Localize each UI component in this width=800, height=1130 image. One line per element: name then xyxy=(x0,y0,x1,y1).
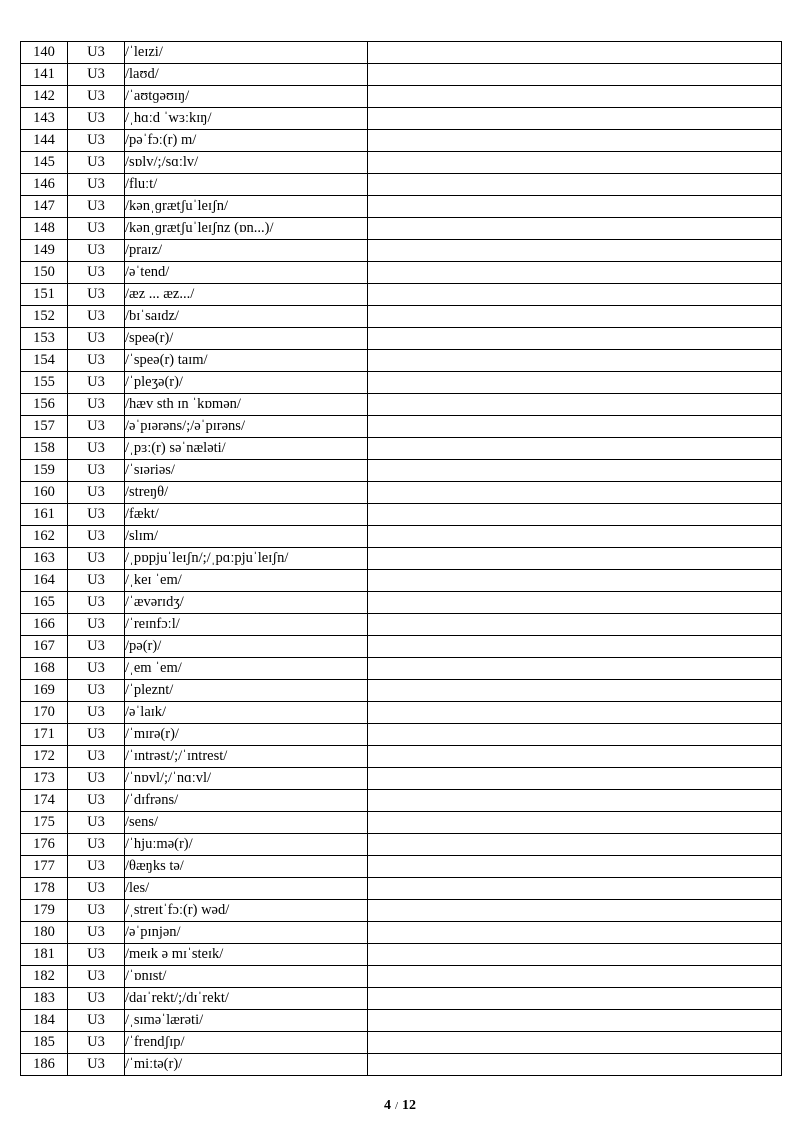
unit-cell: U3 xyxy=(68,680,125,702)
unit-cell: U3 xyxy=(68,64,125,86)
unit-cell: U3 xyxy=(68,812,125,834)
phonetic-cell: /praɪz/ xyxy=(125,240,368,262)
phonetic-cell: /əˈlaɪk/ xyxy=(125,702,368,724)
unit-cell: U3 xyxy=(68,328,125,350)
unit-cell: U3 xyxy=(68,900,125,922)
phonetic-cell: /sɒlv/;/sɑːlv/ xyxy=(125,152,368,174)
notes-cell xyxy=(368,768,782,790)
unit-cell: U3 xyxy=(68,548,125,570)
row-number-cell: 148 xyxy=(21,218,68,240)
table-row xyxy=(21,636,782,658)
notes-cell xyxy=(368,988,782,1010)
unit-cell: U3 xyxy=(68,438,125,460)
row-number-cell: 146 xyxy=(21,174,68,196)
notes-cell xyxy=(368,262,782,284)
table-row xyxy=(21,680,782,702)
unit-cell: U3 xyxy=(68,416,125,438)
row-number-cell: 147 xyxy=(21,196,68,218)
table-row xyxy=(21,746,782,768)
table-row xyxy=(21,350,782,372)
row-number-cell: 180 xyxy=(21,922,68,944)
notes-cell xyxy=(368,438,782,460)
phonetic-cell: /streŋθ/ xyxy=(125,482,368,504)
table-row xyxy=(21,416,782,438)
vocabulary-table xyxy=(20,41,782,1076)
unit-cell: U3 xyxy=(68,592,125,614)
notes-cell xyxy=(368,614,782,636)
row-number-cell: 158 xyxy=(21,438,68,460)
phonetic-cell: /ˈreɪnfɔːl/ xyxy=(125,614,368,636)
table-row xyxy=(21,592,782,614)
table-row xyxy=(21,174,782,196)
notes-cell xyxy=(368,64,782,86)
unit-cell: U3 xyxy=(68,1032,125,1054)
notes-cell xyxy=(368,636,782,658)
notes-cell xyxy=(368,108,782,130)
table-row xyxy=(21,438,782,460)
unit-cell: U3 xyxy=(68,834,125,856)
table-row xyxy=(21,196,782,218)
unit-cell: U3 xyxy=(68,636,125,658)
table-row xyxy=(21,702,782,724)
notes-cell xyxy=(368,746,782,768)
table-row xyxy=(21,922,782,944)
table-row xyxy=(21,1032,782,1054)
table-row xyxy=(21,306,782,328)
table-row xyxy=(21,240,782,262)
page-separator: / xyxy=(394,1100,399,1112)
notes-cell xyxy=(368,526,782,548)
row-number-cell: 182 xyxy=(21,966,68,988)
table-row xyxy=(21,768,782,790)
unit-cell: U3 xyxy=(68,504,125,526)
unit-cell: U3 xyxy=(68,526,125,548)
row-number-cell: 159 xyxy=(21,460,68,482)
row-number-cell: 153 xyxy=(21,328,68,350)
phonetic-cell: /speə(r)/ xyxy=(125,328,368,350)
notes-cell xyxy=(368,878,782,900)
row-number-cell: 177 xyxy=(21,856,68,878)
notes-cell xyxy=(368,350,782,372)
phonetic-cell: /laʊd/ xyxy=(125,64,368,86)
phonetic-cell: /ˈsɪəriəs/ xyxy=(125,460,368,482)
notes-cell xyxy=(368,416,782,438)
row-number-cell: 163 xyxy=(21,548,68,570)
unit-cell: U3 xyxy=(68,218,125,240)
unit-cell: U3 xyxy=(68,724,125,746)
unit-cell: U3 xyxy=(68,658,125,680)
table-row xyxy=(21,152,782,174)
unit-cell: U3 xyxy=(68,42,125,64)
unit-cell: U3 xyxy=(68,394,125,416)
row-number-cell: 181 xyxy=(21,944,68,966)
notes-cell xyxy=(368,724,782,746)
phonetic-cell: /æz ... æz.../ xyxy=(125,284,368,306)
notes-cell xyxy=(368,900,782,922)
row-number-cell: 167 xyxy=(21,636,68,658)
unit-cell: U3 xyxy=(68,482,125,504)
row-number-cell: 157 xyxy=(21,416,68,438)
phonetic-cell: /sens/ xyxy=(125,812,368,834)
phonetic-cell: /slɪm/ xyxy=(125,526,368,548)
phonetic-cell: /hæv sth ɪn ˈkɒmən/ xyxy=(125,394,368,416)
row-number-cell: 160 xyxy=(21,482,68,504)
unit-cell: U3 xyxy=(68,130,125,152)
row-number-cell: 161 xyxy=(21,504,68,526)
phonetic-cell: /ˈnɒvl/;/ˈnɑːvl/ xyxy=(125,768,368,790)
notes-cell xyxy=(368,482,782,504)
table-row xyxy=(21,900,782,922)
unit-cell: U3 xyxy=(68,856,125,878)
row-number-cell: 179 xyxy=(21,900,68,922)
unit-cell: U3 xyxy=(68,350,125,372)
phonetic-cell: /θæŋks tə/ xyxy=(125,856,368,878)
table-row xyxy=(21,570,782,592)
row-number-cell: 166 xyxy=(21,614,68,636)
notes-cell xyxy=(368,196,782,218)
unit-cell: U3 xyxy=(68,790,125,812)
unit-cell: U3 xyxy=(68,174,125,196)
row-number-cell: 141 xyxy=(21,64,68,86)
unit-cell: U3 xyxy=(68,262,125,284)
unit-cell: U3 xyxy=(68,878,125,900)
phonetic-cell: /ˌem ˈem/ xyxy=(125,658,368,680)
notes-cell xyxy=(368,812,782,834)
notes-cell xyxy=(368,152,782,174)
phonetic-cell: /ˈspeə(r) taɪm/ xyxy=(125,350,368,372)
table-row xyxy=(21,328,782,350)
unit-cell: U3 xyxy=(68,570,125,592)
row-number-cell: 178 xyxy=(21,878,68,900)
phonetic-cell: /ˈɪntrəst/;/ˈɪntrest/ xyxy=(125,746,368,768)
row-number-cell: 174 xyxy=(21,790,68,812)
notes-cell xyxy=(368,966,782,988)
notes-cell xyxy=(368,328,782,350)
notes-cell xyxy=(368,1010,782,1032)
notes-cell xyxy=(368,372,782,394)
unit-cell: U3 xyxy=(68,108,125,130)
table-row xyxy=(21,86,782,108)
row-number-cell: 184 xyxy=(21,1010,68,1032)
notes-cell xyxy=(368,592,782,614)
phonetic-cell: /ˌstreɪtˈfɔː(r) wəd/ xyxy=(125,900,368,922)
row-number-cell: 156 xyxy=(21,394,68,416)
notes-cell xyxy=(368,42,782,64)
notes-cell xyxy=(368,790,782,812)
notes-cell xyxy=(368,702,782,724)
phonetic-cell: /ˌsɪməˈlærəti/ xyxy=(125,1010,368,1032)
phonetic-cell: /pə(r)/ xyxy=(125,636,368,658)
unit-cell: U3 xyxy=(68,306,125,328)
page-number: 4 xyxy=(383,1098,391,1113)
unit-cell: U3 xyxy=(68,1054,125,1076)
phonetic-cell: /les/ xyxy=(125,878,368,900)
row-number-cell: 169 xyxy=(21,680,68,702)
notes-cell xyxy=(368,944,782,966)
table-row xyxy=(21,526,782,548)
notes-cell xyxy=(368,174,782,196)
notes-cell xyxy=(368,218,782,240)
notes-cell xyxy=(368,570,782,592)
unit-cell: U3 xyxy=(68,284,125,306)
row-number-cell: 185 xyxy=(21,1032,68,1054)
table-row xyxy=(21,460,782,482)
notes-cell xyxy=(368,1054,782,1076)
phonetic-cell: /bɪˈsaɪdz/ xyxy=(125,306,368,328)
table-row xyxy=(21,988,782,1010)
table-row xyxy=(21,262,782,284)
phonetic-cell: /ˌpɒpjuˈleɪʃn/;/ˌpɑːpjuˈleɪʃn/ xyxy=(125,548,368,570)
table-row xyxy=(21,548,782,570)
unit-cell: U3 xyxy=(68,372,125,394)
phonetic-cell: /ˈdɪfrəns/ xyxy=(125,790,368,812)
phonetic-cell: /əˈpɪnjən/ xyxy=(125,922,368,944)
phonetic-cell: /ˈaʊtɡəʊɪŋ/ xyxy=(125,86,368,108)
table-row xyxy=(21,394,782,416)
row-number-cell: 186 xyxy=(21,1054,68,1076)
table-row xyxy=(21,1054,782,1076)
phonetic-cell: /ˈɒnɪst/ xyxy=(125,966,368,988)
phonetic-cell: /kənˌɡrætʃuˈleɪʃn/ xyxy=(125,196,368,218)
notes-cell xyxy=(368,460,782,482)
row-number-cell: 168 xyxy=(21,658,68,680)
unit-cell: U3 xyxy=(68,944,125,966)
phonetic-cell: /ˈleɪzi/ xyxy=(125,42,368,64)
row-number-cell: 143 xyxy=(21,108,68,130)
unit-cell: U3 xyxy=(68,152,125,174)
row-number-cell: 162 xyxy=(21,526,68,548)
phonetic-cell: /pəˈfɔː(r) m/ xyxy=(125,130,368,152)
row-number-cell: 183 xyxy=(21,988,68,1010)
unit-cell: U3 xyxy=(68,966,125,988)
phonetic-cell: /daɪˈrekt/;/dɪˈrekt/ xyxy=(125,988,368,1010)
unit-cell: U3 xyxy=(68,1010,125,1032)
notes-cell xyxy=(368,834,782,856)
phonetic-cell: /ˈpleznt/ xyxy=(125,680,368,702)
phonetic-cell: /meɪk ə mɪˈsteɪk/ xyxy=(125,944,368,966)
vocabulary-table-body xyxy=(21,42,782,1076)
table-row xyxy=(21,812,782,834)
row-number-cell: 172 xyxy=(21,746,68,768)
unit-cell: U3 xyxy=(68,460,125,482)
phonetic-cell: /fækt/ xyxy=(125,504,368,526)
row-number-cell: 149 xyxy=(21,240,68,262)
table-row xyxy=(21,944,782,966)
table-row xyxy=(21,834,782,856)
row-number-cell: 150 xyxy=(21,262,68,284)
phonetic-cell: /əˈpɪərəns/;/əˈpɪrəns/ xyxy=(125,416,368,438)
unit-cell: U3 xyxy=(68,922,125,944)
table-row xyxy=(21,856,782,878)
row-number-cell: 165 xyxy=(21,592,68,614)
unit-cell: U3 xyxy=(68,240,125,262)
phonetic-cell: /ˌkeɪ ˈem/ xyxy=(125,570,368,592)
table-row xyxy=(21,614,782,636)
table-row xyxy=(21,504,782,526)
unit-cell: U3 xyxy=(68,196,125,218)
table-row xyxy=(21,130,782,152)
notes-cell xyxy=(368,86,782,108)
notes-cell xyxy=(368,856,782,878)
notes-cell xyxy=(368,680,782,702)
unit-cell: U3 xyxy=(68,614,125,636)
notes-cell xyxy=(368,394,782,416)
table-row xyxy=(21,724,782,746)
notes-cell xyxy=(368,504,782,526)
phonetic-cell: /ˈmɪrə(r)/ xyxy=(125,724,368,746)
row-number-cell: 176 xyxy=(21,834,68,856)
notes-cell xyxy=(368,306,782,328)
phonetic-cell: /ˈævərɪdʒ/ xyxy=(125,592,368,614)
row-number-cell: 155 xyxy=(21,372,68,394)
table-row xyxy=(21,878,782,900)
table-row xyxy=(21,108,782,130)
row-number-cell: 142 xyxy=(21,86,68,108)
row-number-cell: 175 xyxy=(21,812,68,834)
table-row xyxy=(21,1010,782,1032)
notes-cell xyxy=(368,240,782,262)
phonetic-cell: /ˈpleʒə(r)/ xyxy=(125,372,368,394)
table-row xyxy=(21,372,782,394)
unit-cell: U3 xyxy=(68,702,125,724)
unit-cell: U3 xyxy=(68,746,125,768)
phonetic-cell: /ˈfrendʃɪp/ xyxy=(125,1032,368,1054)
row-number-cell: 171 xyxy=(21,724,68,746)
table-row xyxy=(21,482,782,504)
notes-cell xyxy=(368,548,782,570)
row-number-cell: 164 xyxy=(21,570,68,592)
phonetic-cell: /ˌpɜː(r) səˈnæləti/ xyxy=(125,438,368,460)
notes-cell xyxy=(368,284,782,306)
table-row xyxy=(21,658,782,680)
row-number-cell: 144 xyxy=(21,130,68,152)
notes-cell xyxy=(368,1032,782,1054)
unit-cell: U3 xyxy=(68,768,125,790)
notes-cell xyxy=(368,922,782,944)
page-footer xyxy=(0,1098,800,1114)
page-total: 12 xyxy=(402,1098,417,1113)
table-row xyxy=(21,966,782,988)
table-row xyxy=(21,42,782,64)
phonetic-cell: /əˈtend/ xyxy=(125,262,368,284)
row-number-cell: 152 xyxy=(21,306,68,328)
phonetic-cell: /fluːt/ xyxy=(125,174,368,196)
phonetic-cell: /ˈhjuːmə(r)/ xyxy=(125,834,368,856)
table-row xyxy=(21,218,782,240)
notes-cell xyxy=(368,658,782,680)
unit-cell: U3 xyxy=(68,86,125,108)
table-row xyxy=(21,64,782,86)
row-number-cell: 145 xyxy=(21,152,68,174)
notes-cell xyxy=(368,130,782,152)
phonetic-cell: /ˌhɑːd ˈwɜːkɪŋ/ xyxy=(125,108,368,130)
phonetic-cell: /kənˌɡrætʃuˈleɪʃnz (ɒn...)/ xyxy=(125,218,368,240)
table-row xyxy=(21,284,782,306)
phonetic-cell: /ˈmiːtə(r)/ xyxy=(125,1054,368,1076)
row-number-cell: 173 xyxy=(21,768,68,790)
row-number-cell: 151 xyxy=(21,284,68,306)
row-number-cell: 154 xyxy=(21,350,68,372)
table-row xyxy=(21,790,782,812)
unit-cell: U3 xyxy=(68,988,125,1010)
row-number-cell: 170 xyxy=(21,702,68,724)
row-number-cell: 140 xyxy=(21,42,68,64)
